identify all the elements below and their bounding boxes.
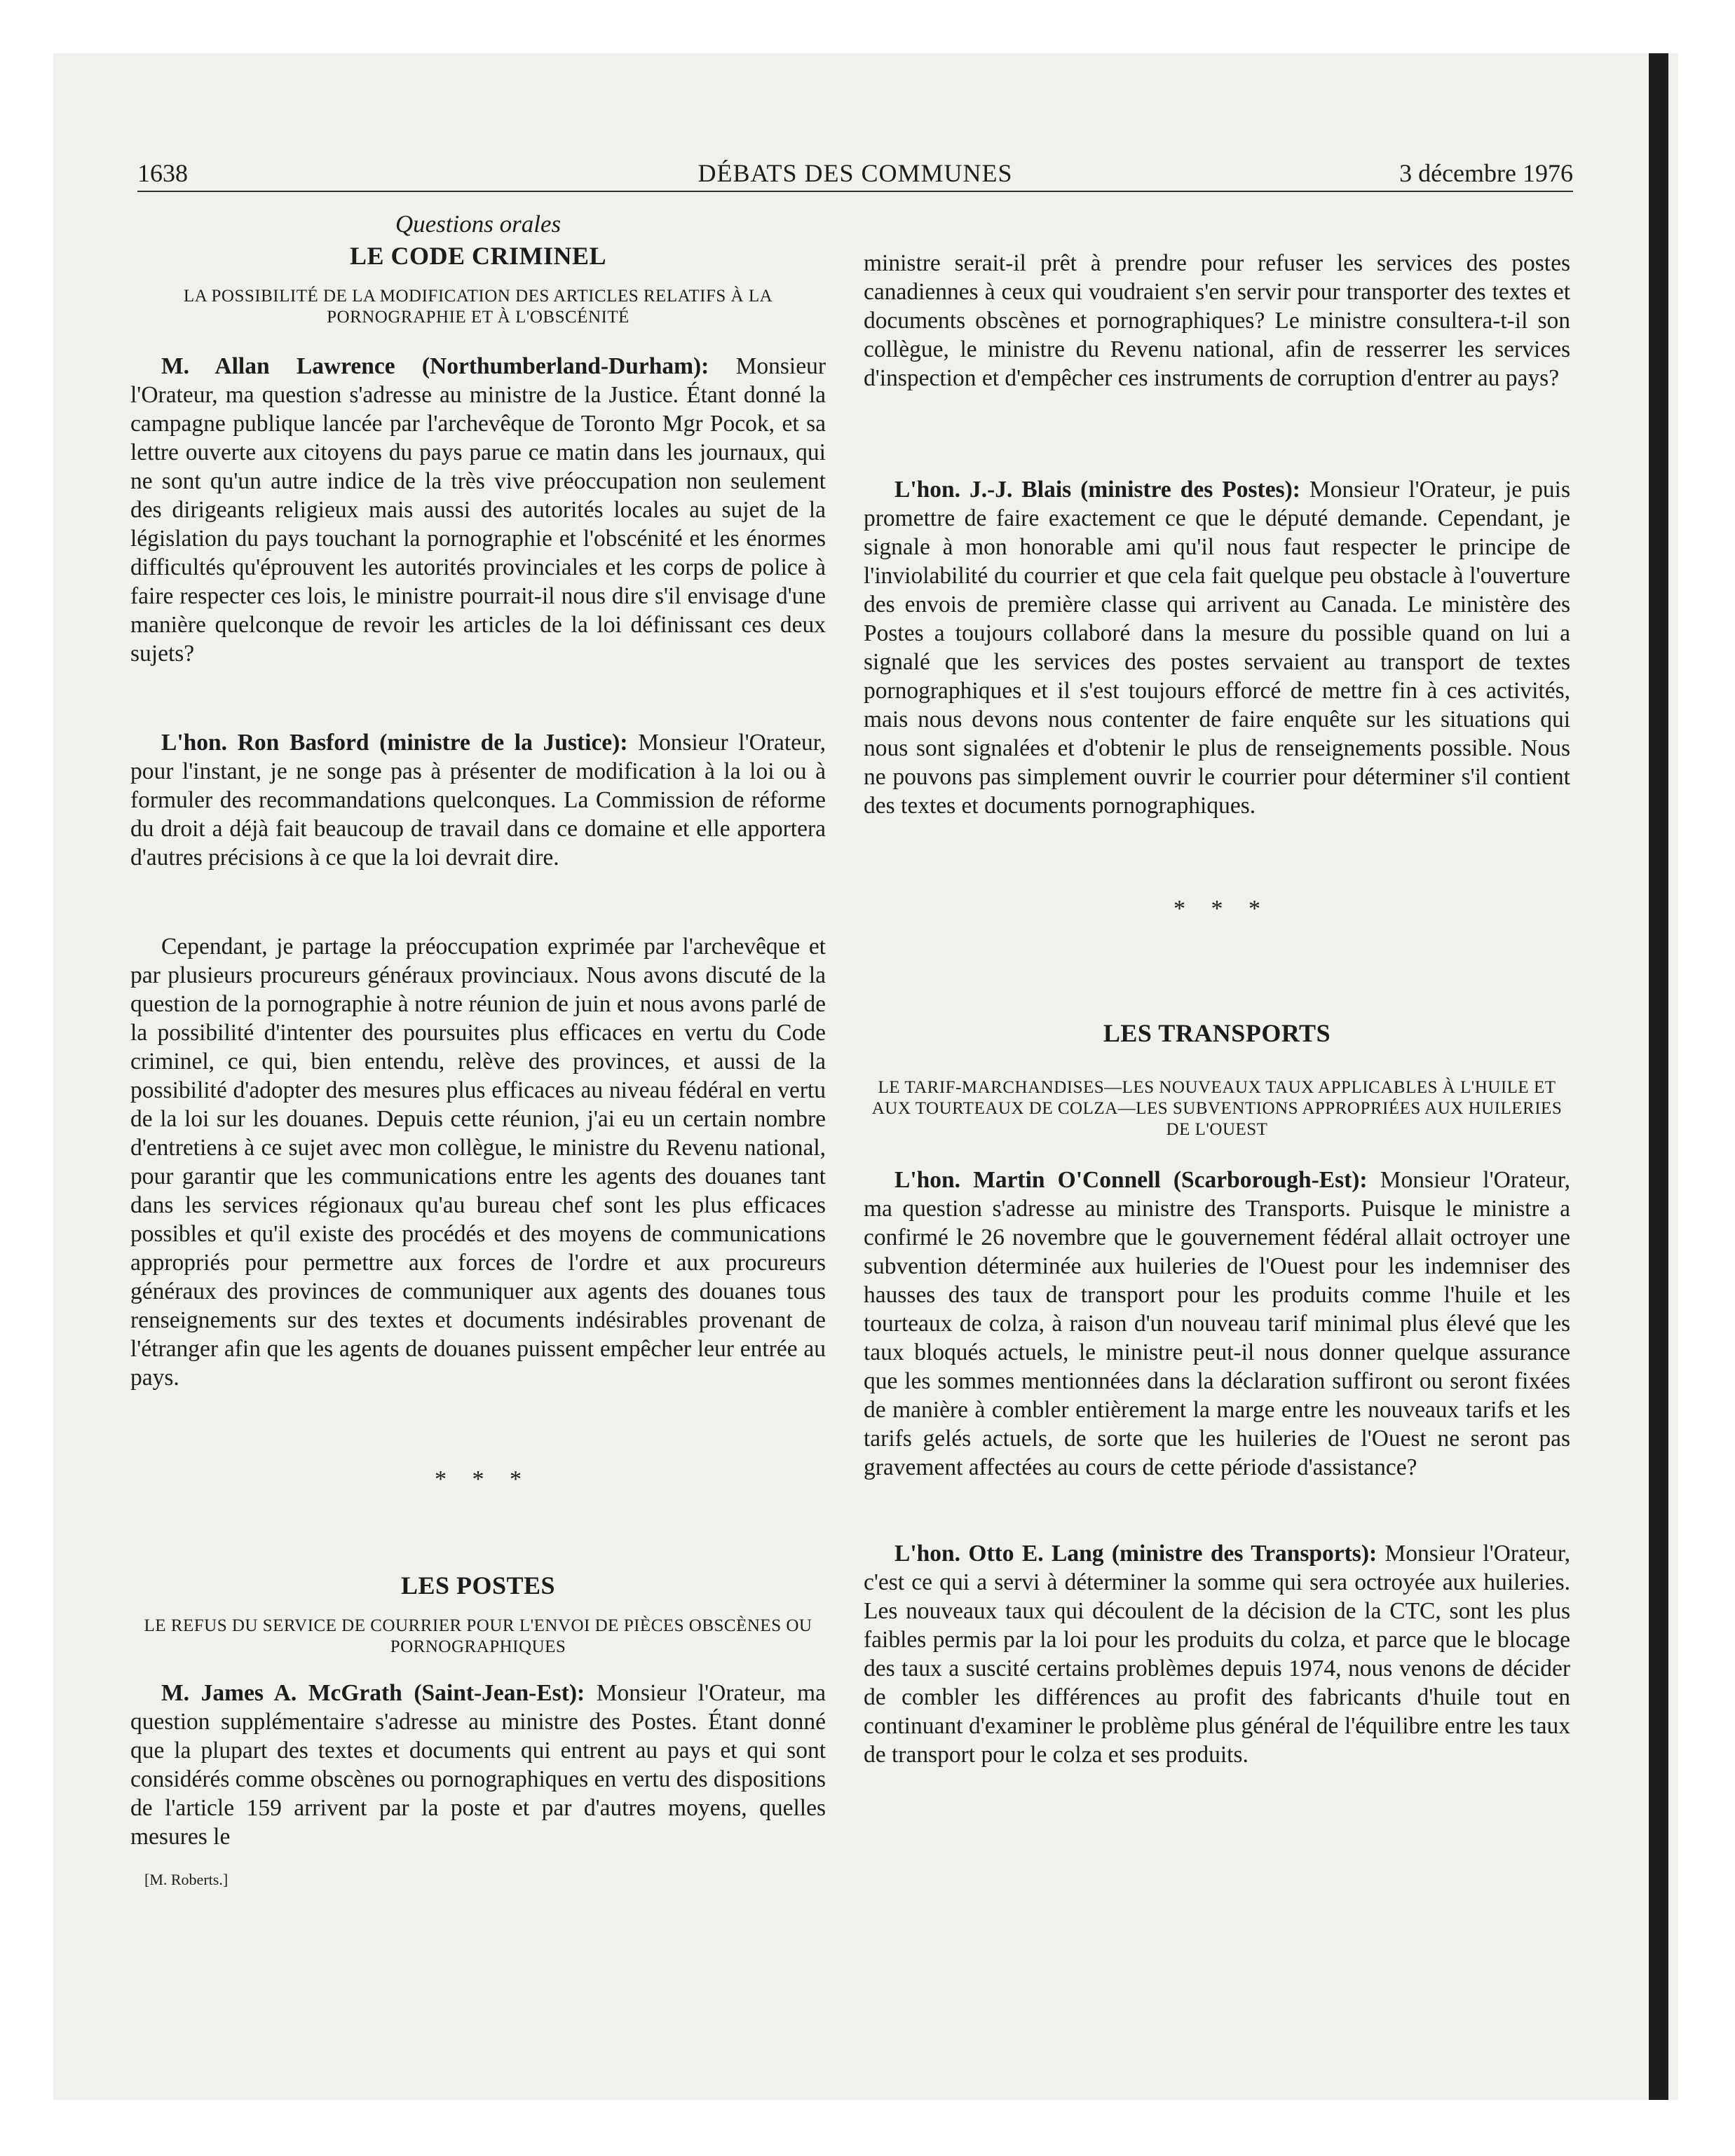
speech-oconnell: Monsieur l'Orateur, ma question s'adresse au ministre des Transports. Puisque le ministre a confirmé le 26 novembre que le gouvernement fédéral allait octroyer une subvention déterminée aux huileries de l'Ouest pour les indemniser des hausses des taux de transport pour les produits comme l'huile et les tourteaux de colza, à raison d'un nouveau tarif minimal plus élevé que les taux bloqués actuels, le ministre peut-il nous donner quelque assurance que les sommes mentionnées dans la déclaration suffiront ou seront fixées de manière à combler entièrement la marge entre les nouveaux tarifs et les tarifs gelés actuels, de sorte que les huileries de l'Ouest ne seront pas gravement affectées au cours de cette période d'assistance? <box>864 1167 1570 1480</box>
speaker-basford: L'hon. Ron Basford (ministre de la Justice): <box>161 730 628 756</box>
heading-code-criminel: LE CODE CRIMINEL <box>349 242 607 270</box>
speaker-lang: L'hon. Otto E. Lang (ministre des Transports): <box>894 1541 1377 1567</box>
paragraph-lang <box>864 1539 1570 1769</box>
paragraph-basford-continued: Cependant, je partage la préoccupation exprimée par l'archevêque et par plusieurs procureurs généraux provinciaux. Nous avons discuté de la question de la pornographie à notre réunion de juin et nous avons parlé de la possibilité d'intenter des poursuites plus efficaces en vertu du Code criminel, ce qui, bien entendu, relève des provinces, et aussi de la possibilité d'adopter des mesures plus efficaces au niveau fédéral en vertu de la loi sur les douanes. Depuis cette réunion, j'ai eu un certain nombre d'entretiens à ce sujet avec mon collègue, le ministre du Revenu national, pour garantir que les communications entre les agents des douanes tant dans les services régionaux qu'au bureau chef sont les plus efficaces possibles et qu'il existe des procédés et des moyens de communications appropriés pour permettre aux forces de l'ordre et aux procureurs généraux des provinces de communiquer aux agents des douanes tous renseignements sur des textes et documents indésirables provenant de l'étranger afin que les agents de douanes puissent empêcher leur entrée au pays. <box>130 934 826 1391</box>
speaker-blais: L'hon. J.-J. Blais (ministre des Postes): <box>894 477 1300 503</box>
speech-lang: Monsieur l'Orateur, c'est ce qui a servi à déterminer la somme qui sera octroyée aux huileries. Les nouveaux taux qui découlent de la décision de la CTC, sont les plus faibles permis par la loi pour les produits du colza, et parce que le blocage des taux a suscité certains problèmes depuis 1974, nous venons de décider de combler les différences au profit des fabricants d'huile tout en continuant d'examiner le problème plus général de l'équilibre entre les taux de transport pour le colza et ses produits. <box>864 1541 1570 1768</box>
speech-mcgrath: Monsieur l'Orateur, ma question supplémentaire s'adresse au ministre des Postes. Étant donné que la plupart des textes et documents qui entrent au pays et qui sont considérés comme obscènes ou pornographiques en vertu des dispositions de l'article 159 arrivent par la poste et par d'autres moyens, quelles mesures le <box>130 1680 826 1850</box>
speaker-lawrence: M. Allan Lawrence (Northumberland-Durham): <box>161 353 709 379</box>
section-separator: * * * <box>435 1466 522 1492</box>
page-header <box>137 158 1573 200</box>
subheading-les-postes: LE REFUS DU SERVICE DE COURRIER POUR L'ENVOI DE PIÈCES OBSCÈNES OU PORNOGRAPHIQUES <box>144 1616 812 1656</box>
speaker-oconnell: L'hon. Martin O'Connell (Scarborough-Est): <box>894 1167 1368 1193</box>
subheading-code-criminel: LA POSSIBILITÉ DE LA MODIFICATION DES ARTICLES RELATIFS À LA PORNOGRAPHIE ET À L'OBSCÉNITÉ <box>183 287 773 327</box>
heading-les-transports: LES TRANSPORTS <box>1103 1019 1331 1047</box>
subheading-les-transports: LE TARIF-MARCHANDISES—LES NOUVEAUX TAUX APPLICABLES À L'HUILE ET AUX TOURTEAUX DE COLZA—LES SUBVENTIONS APPROPRIÉES AUX HUILERIES DE L'OUEST <box>871 1078 1563 1139</box>
publication-title: DÉBATS DES COMMUNES <box>698 159 1013 187</box>
speech-lawrence: Monsieur l'Orateur, ma question s'adresse au ministre de la Justice. Étant donné la campagne publique lancée par l'archevêque de Toronto Mgr Pocok, et sa lettre ouverte aux citoyens du pays parue ce matin dans les journaux, qui ne sont qu'un autre indice de la très vive préoccupation non seulement des dirigeants religieux mais aussi des autorités locales au sujet de la législation du pays touchant la pornographie et l'obscénité et les énormes difficultés qu'éprouvent les autorités provinciales et les corps de police à faire respecter ces lois, le ministre pourrait-il nous dire s'il envisage d'une manière quelconque de revoir les articles de la loi définissant ces deux sujets? <box>130 353 826 667</box>
left-column <box>130 209 826 1894</box>
paragraph-lawrence <box>130 352 826 668</box>
heading-les-postes: LES POSTES <box>400 1571 556 1599</box>
right-column <box>864 249 1570 1769</box>
speaker-mcgrath: M. James A. McGrath (Saint-Jean-Est): <box>161 1680 585 1706</box>
speech-basford: Monsieur l'Orateur, pour l'instant, je ne songe pas à présenter de modification à la loi ou à formuler des recommandations quelconques. La Commission de réforme du droit a déjà fait beaucoup de travail dans ce domaine et elle apportera d'autres précisions à ce que la loi devrait dire. <box>130 730 826 871</box>
section-italic-heading: Questions orales <box>395 210 562 238</box>
publication-date: 3 décembre 1976 <box>1399 159 1573 187</box>
scan-edge-shadow <box>1649 53 1668 2100</box>
paragraph-basford <box>130 728 826 872</box>
paragraph-oconnell <box>864 1166 1570 1482</box>
section-separator-right: * * * <box>1173 896 1260 922</box>
paragraph-blais <box>864 475 1570 820</box>
header-rule <box>137 191 1573 192</box>
speaker-signature: [M. Roberts.] <box>144 1871 229 1888</box>
page-number: 1638 <box>137 159 188 187</box>
speech-blais: Monsieur l'Orateur, je puis promettre de faire exactement ce que le député demande. Cependant, je signale à mon honorable ami qu'il nous faut respecter le principe de l'inviolabilité du courrier et que cela fait quelque peu obstacle à l'ouverture des envois de première classe qui arrivent au Canada. Le ministère des Postes a toujours collaboré dans la mesure du possible quand on lui a signalé que les services des postes servaient au transport de textes pornographiques et il s'est toujours efforcé de mettre fin à ces activités, mais nous devons nous contenter de faire enquête sur les situations qui nous sont signalées et d'obtenir le plus de renseignements possible. Nous ne pouvons pas simplement ouvrir le courrier pour déterminer s'il contient des textes et documents pornographiques. <box>864 477 1570 819</box>
paragraph-mcgrath <box>130 1679 826 1851</box>
paragraph-mcgrath-continued: ministre serait-il prêt à prendre pour refuser les services des postes canadiennes à ceux qui voudraient s'en servir pour transporter des textes et documents obscènes et pornographiques? Le ministre consultera-t-il son collègue, le ministre du Revenu national, afin de resserrer les services d'inspection et d'empêcher ces instruments de corruption d'entrer au pays? <box>864 250 1570 391</box>
